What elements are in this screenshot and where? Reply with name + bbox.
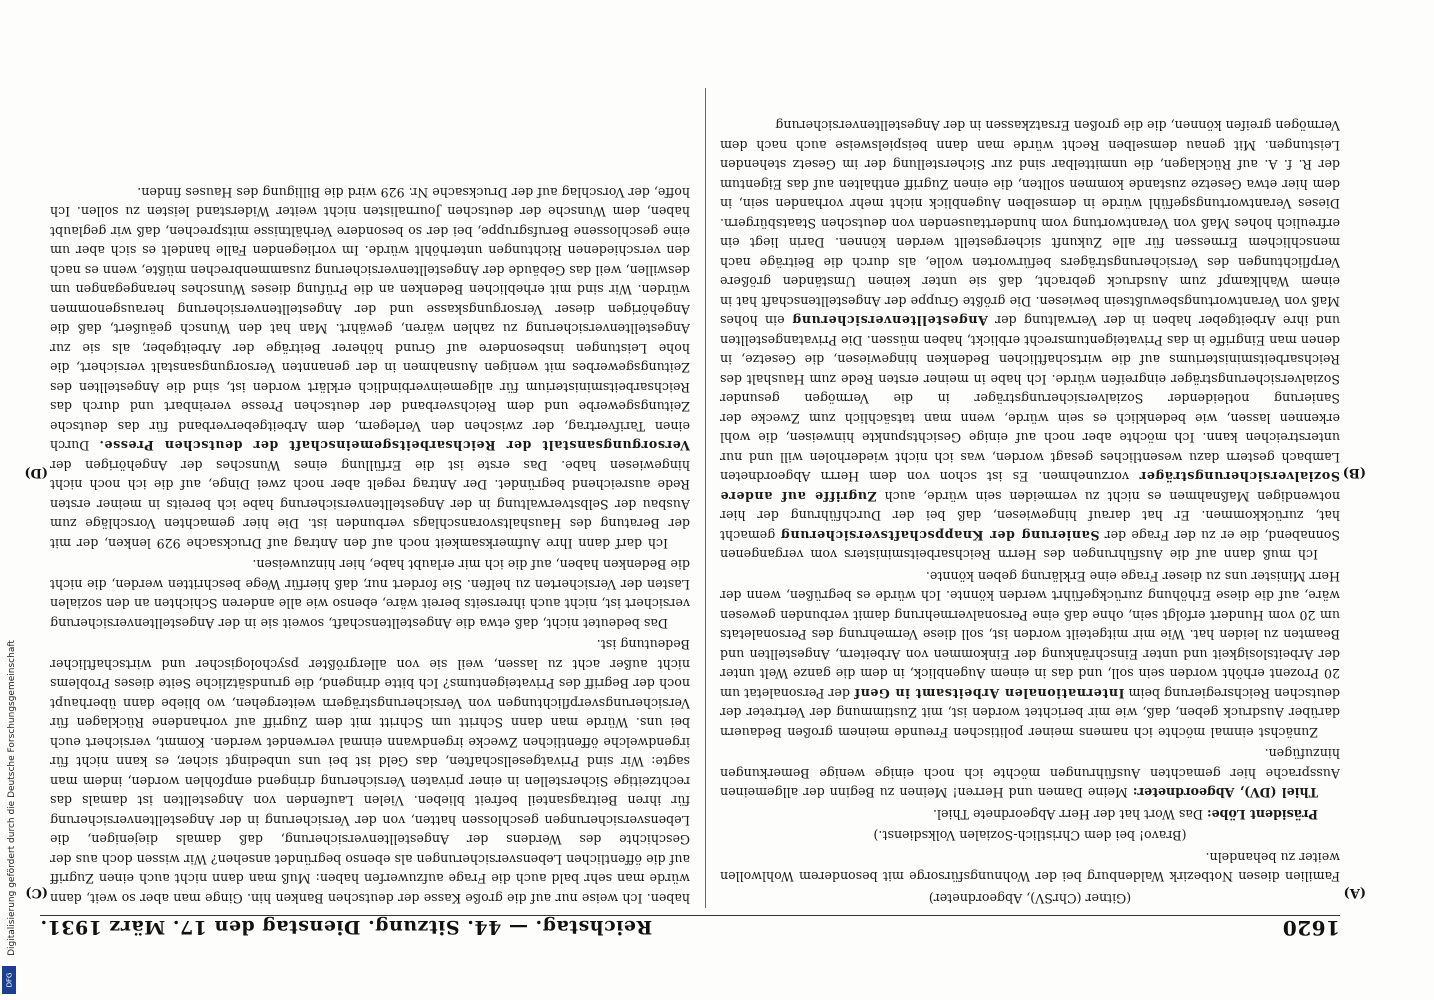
paragraph-text: gemacht hat, zurückkommen. Er hat darauf hingewiesen, daß bei der Durchführung der hier notwendigen Maßnahmen es nicht zu vermeiden sein würde, auch [720, 489, 1340, 543]
paragraph: Das bedeutet nicht, daß etwa die Angestelltenschaft, soweit sie in der Angestelltenversicherung versichert ist, nicht auch ihrerseits bereit wäre, ebenso wie alle anderen Schichten an den sozialen Lasten der Versicherten zu helfen. Sie fordert nur, daß hierfür Wege beschritten werden, die nicht die Bedenken haben, auf die ich mir erlaubt habe, hier hinzuweisen. [50, 557, 690, 631]
applause-note: (Bravo! bei dem Christlich-Sozialen Volksdienst.) [873, 828, 1187, 844]
emphasis: Zugriffe auf andere Sozialversicherungsträger [720, 469, 1340, 504]
speaker-heading: (Gitner (ChrSV), Abgeordneter) [928, 891, 1132, 906]
paragraph-text: ein hohes Maß von Verantwortungsbewußtsein bewiesen. Die größte Gruppe der Angestelltenschaft hat in einem Wahlkampf zum Ausdruck gebracht, daß sie unter keinen Umständen größere Verpflichtungen des Versicherungsträgers befürworten wolle, als durch die Beiträge nach menschlichem Ermessen für alle Zukunft sichergestellt werden können. Darin liegt ein erfreulich hohes Maß von Verantwortung vom hunderttausenden von deutschen Staatsbürgern. Dieses Verantwortungsgefühl würde in demselben Augenblick nicht mehr vorhanden sein, in dem hier etwa Gesetze zustande kommen sollten, die einen Zugriff enthalten auf das Eigentum der R. f. A. auf Rücklagen, die unmittelbar sind zur Sicherstellung der im Gesetz stehenden Leistungen. Mit genau demselben Recht würde man dann beispielsweise auch nach dem Vermögen greifen können, die die großen Ersatzkassen in der Angestelltenversicherung [720, 118, 1340, 329]
paragraph-text: Ich muß dann auf die Ausführungen des Herrn Reichsarbeitsministers vom vergangenen Sonnabend, die er zu der Frage der [720, 528, 1340, 563]
paragraph-text: Ich darf dann Ihre Aufmerksamkeit noch auf den Antrag auf Drucksache 929 lenken, der mit der Beratung des Haushaltsvoranschlags verbunden ist. Die hier gemachten Vorschläge zum Ausbau der Selbstverwaltung in der Angestelltenversicherung habe ich bereits in meiner ersten Rede ausreichend begründet. Der Antrag regelt aber noch zwei Dinge, auf die ich noch nicht hingewiesen habe. Das erste ist die Erfüllung eines Wunsches der Angehörigen der [50, 458, 690, 551]
margin-marker-a: (A) [1343, 885, 1366, 900]
left-column [720, 78, 1340, 908]
speaker-name: Präsident Löbe: [1206, 807, 1318, 822]
paragraph [720, 805, 1340, 825]
paragraph-text: Zunächst einmal möchte ich namens meiner politischen Freunde meinem großen Bedauern darüber Ausdruck geben, daß, wie mir berichtet worden ist, mit Zustimmung der Vertreter der deutschen Reichsregierung beim [720, 686, 1340, 740]
margin-marker-b: (B) [1342, 465, 1366, 480]
right-column [50, 78, 690, 908]
emphasis: Versorgungsanstalt der Reichsarbeitsgemeinschaft der deutschen Presse. [98, 438, 690, 454]
speaker-name: Thiel (DV), Abgeordneter: [1132, 785, 1318, 801]
paragraph: haben. Ich weise nur auf die große Kasse der deutschen Banken hin. Ginge man aber so weit, dann würde man sehr bald auch die Frage aufzuwerfen haben: Muß man dann nicht auch einen Zugriff auf die öffentlichen Lebensversicherungen als ebenso begründet ansehen? Wir wissen doch aus der Geschichte des Werdens der Angestelltenversicherung, daß damals diejenigen, die Lebensversicherungen geschlossen hatten, von der Versicherung in der Angestelltenversicherung für ihren Beitragsanteil befreit blieben. Vielen Laufenden von Angestellten ist damals das rechtzeitige Sicherstellen in einer privaten Versicherung dringend empfohlen worden, indem man sagte: Wir sind Privatgesellschaften, das Geld ist bei uns unbedingt sicher, es kann nicht für irgendwelche öffentlichen Zwecke irgendwann einmal verwendet werden. Kommt, versichert euch bei uns. Würde man dann Schritt um Schritt mit dem Zugriff auf vorhandene Rücklagen für Versicherungsverpflichtungen von Versicherungsträgern weitergehen, wo bliebe dann überhaupt noch der Begriff des Privateigentums? Ich bitte dringend, die grundsätzliche Seite dieses Problems nicht außer acht zu lassen, weil sie von allergrößter psychologischer und wirtschaftlicher Bedeutung ist. [50, 637, 690, 906]
newspaper-sheet [24, 70, 1366, 950]
paragraph-text: Durch einen Tarifvertrag, der zwischen den Verlegern, dem Arbeitgeberverband für das deutsche Zeitungsgewerbe und dem Reichsverband der deutschen Presse vereinbart und durch das Reichsarbeitsministerium für allgemeinverbindlich erklärt worden ist, sind die Angestellten des Zeitungsgewerbes mit wenigen Ausnahmen in der genannten Versorgungsanstalt versichert, die hohe Leistungen insbesondere auf Grund höherer Beiträge der Arbeitgeber, als sie zur Angestelltenversicherung zu zahlen wären, gewährt. Man hat den Wunsch geäußert, daß die Angehörigen dieser Versorgungskasse und der Angestelltenversicherung herausgenommen würden. Wir sind mit erheblichen Bedenken an die Prüfung dieses Wunsches herangegangen um deswillen, weil das Gebäude der Angestelltenversicherung zusammenbrechen müßte, wenn es nach den verschiedenen Richtungen unterhöhlt würde. Im vorliegenden Falle handelt es sich aber um eine geschlossene Berufsgruppe, bei der so besondere Verhältnisse mitsprechen, daß wir geglaubt haben, dem Wunsche der deutschen Journalisten nicht weiter Widerstand leisten zu sollen. Ich hoffe, der Vorschlag auf der Drucksache Nr. 929 wird die Billigung des Hauses finden. [50, 185, 690, 454]
logo-text: DFG [5, 972, 13, 988]
digitization-credit [4, 600, 20, 995]
margin-marker-d: (D) [24, 465, 48, 480]
paragraph [50, 183, 690, 554]
paragraph-text: vorzunehmen. Es ist schon von dem Herrn Abgeordneten Lambach gestern dazu wesentliches gesagt worden, was ich nicht wiederholen will und nur unterstreichen kann. Ich möchte aber noch auf einige Gesichtspunkte hinweisen, die wohl erkennen lassen, wie bedenklich es sein würde, wenn man tatsächlich zum Zwecke der Sanierung notleidender Sozialversicherungsträger in die Vermögen gesunder Sozialversicherungsträger eingreifen würde. Ich habe in meiner ersten Rede zum Haushalt des Reichsarbeitsministeriums auf die wirtschaftlichen Bedenken hingewiesen, die Gesetze, in denen man Eingriffe in das Privateigentumsrecht erblickt, haben müssen. Die Privatangestellten und ihre Arbeitgeber haben in der Verwaltung der [720, 313, 1340, 485]
paragraph-text: der Personaletat um 20 Prozent erhöht worden sein soll, und das in einem Augenblick, in dem die ganze Welt unter der Arbeitslosigkeit und unter Einschränkung der Einkommen von Arbeitern, Angestellten und Beamten zu leiden hat. Wie mir mitgeteilt worden ist, soll diese Vermehrung des Personaletats um 20 vom Hundert erfolgt sein, ohne daß eine Personalvermehrung damit verbunden gewesen wäre, auf die diese Erhöhung zurückgeführt werden könnte. Ich würde es begrüßen, wenn der Herr Minister uns zu dieser Frage eine Erklärung geben könnte. [720, 569, 1340, 701]
paragraph: Familien diesen Notbezirk Waldenburg bei der Wohnungsfürsorge mit besonderem Wohlwollen weiter zu behandeln. [720, 850, 1340, 885]
dfg-logo [2, 966, 16, 994]
paragraph-text: Das Wort hat der Herr Abgeordnete Thiel. [932, 807, 1203, 822]
emphasis: Internationalen Arbeitsamt in Genf [854, 686, 1125, 701]
emphasis: Sanierung der Knappschaftsversicherung [780, 528, 1100, 543]
margin-marker-c: (C) [25, 885, 48, 900]
page-header [40, 915, 1340, 950]
page-title: Reichstag. — 44. Sitzung. Dienstag den 17. März 1931. [40, 916, 653, 938]
paragraph [720, 744, 1340, 803]
column-divider [705, 88, 706, 908]
emphasis: Angestelltenversicherung [791, 313, 988, 329]
paragraph-text: Meine Damen und Herren! Meinen zu Beginn der allgemeinen Aussprache hier gemachten Ausführungen möchte ich noch einige wenige Bemerkungen hinzufügen. [720, 746, 1340, 801]
paragraph [720, 567, 1340, 743]
credit-text: Digitalisierung gefördert durch die Deutsche Forschungsgemeinschaft [7, 639, 18, 956]
page-number: 1620 [1282, 916, 1340, 940]
paragraph [720, 116, 1340, 565]
